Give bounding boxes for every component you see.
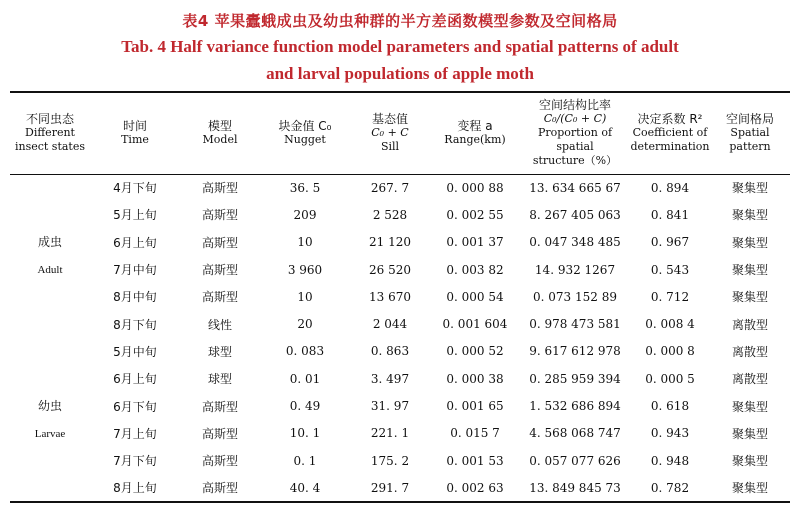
header-sill: 基态值 C₀ + C Sill xyxy=(371,112,409,153)
model-cell: 高斯型 xyxy=(201,426,238,441)
range-cell: 0. 003 82 xyxy=(446,262,504,277)
table-row xyxy=(10,447,790,474)
pattern-cell: 离散型 xyxy=(731,344,768,359)
pattern-cell: 聚集型 xyxy=(731,481,768,496)
time-cell: 5月中旬 xyxy=(113,344,157,359)
pattern-cell: 聚集型 xyxy=(731,235,768,250)
table-row xyxy=(10,229,790,256)
table-row xyxy=(10,420,790,447)
header-spatial-pattern: 空间格局 Spatial pattern xyxy=(725,112,774,153)
ratio-cell: 1. 532 686 894 xyxy=(529,399,621,414)
range-cell: 0. 000 52 xyxy=(446,344,504,359)
r2-cell: 0. 712 xyxy=(650,289,690,304)
r2-cell: 0. 894 xyxy=(650,180,690,195)
ratio-cell: 0. 057 077 626 xyxy=(529,453,621,468)
ratio-cell: 4. 568 068 747 xyxy=(529,426,621,441)
ratio-cell: 0. 285 959 394 xyxy=(529,371,621,386)
header-range: 变程 a Range(km) xyxy=(444,119,506,146)
model-cell: 高斯型 xyxy=(201,235,238,250)
sill-cell: 175. 2 xyxy=(370,453,410,468)
time-cell: 7月下旬 xyxy=(113,454,157,469)
r2-cell: 0. 618 xyxy=(650,399,690,414)
sill-cell: 291. 7 xyxy=(370,480,410,495)
table-row xyxy=(10,392,790,419)
range-cell: 0. 001 604 xyxy=(442,317,508,332)
table-title-cn: 表4 苹果蠹蛾成虫及幼虫种群的半方差函数模型参数及空间格局 xyxy=(182,12,618,30)
r2-cell: 0. 000 8 xyxy=(645,344,695,359)
table-title-en-line1: Tab. 4 Half variance function model parameters and spatial patterns of adult xyxy=(121,37,679,56)
r2-cell: 0. 948 xyxy=(650,453,690,468)
ratio-cell: 13. 634 665 67 xyxy=(529,180,621,195)
range-cell: 0. 000 88 xyxy=(446,180,504,195)
ratio-cell: 14. 932 1267 xyxy=(534,262,616,277)
pattern-cell: 聚集型 xyxy=(731,181,768,196)
time-cell: 8月上旬 xyxy=(113,481,157,496)
ratio-cell: 13. 849 845 73 xyxy=(529,480,621,495)
model-cell: 球型 xyxy=(207,372,232,387)
nugget-cell: 0. 01 xyxy=(289,371,321,386)
pattern-cell: 离散型 xyxy=(731,372,768,387)
time-cell: 6月下旬 xyxy=(113,399,157,414)
range-cell: 0. 002 55 xyxy=(446,207,504,222)
nugget-cell: 36. 5 xyxy=(289,180,321,195)
nugget-cell: 10 xyxy=(297,235,313,250)
sill-cell: 26 520 xyxy=(369,262,411,277)
nugget-cell: 0. 083 xyxy=(285,344,325,359)
pattern-cell: 聚集型 xyxy=(731,208,768,223)
ratio-cell: 0. 073 152 89 xyxy=(533,289,617,304)
sill-cell: 267. 7 xyxy=(370,180,410,195)
ratio-cell: 9. 617 612 978 xyxy=(529,344,621,359)
time-cell: 6月上旬 xyxy=(113,372,157,387)
model-cell: 高斯型 xyxy=(201,181,238,196)
range-cell: 0. 000 38 xyxy=(446,371,504,386)
nugget-cell: 209 xyxy=(293,207,317,222)
r2-cell: 0. 943 xyxy=(650,426,690,441)
time-cell: 8月下旬 xyxy=(113,317,157,332)
time-cell: 8月中旬 xyxy=(113,290,157,305)
header-r2: 决定系数 R² Coefficient of determination xyxy=(630,112,710,153)
table-row xyxy=(10,338,790,365)
nugget-cell: 3 960 xyxy=(287,262,323,277)
range-cell: 0. 001 37 xyxy=(446,235,504,250)
pattern-cell: 聚集型 xyxy=(731,399,768,414)
pattern-cell: 聚集型 xyxy=(731,290,768,305)
model-cell: 高斯型 xyxy=(201,399,238,414)
table-row xyxy=(10,474,790,501)
range-cell: 0. 015 7 xyxy=(450,426,500,441)
r2-cell: 0. 782 xyxy=(650,480,690,495)
sill-cell: 13 670 xyxy=(369,289,411,304)
nugget-cell: 40. 4 xyxy=(289,480,321,495)
r2-cell: 0. 000 5 xyxy=(645,371,695,386)
range-cell: 0. 001 65 xyxy=(446,399,504,414)
ratio-cell: 8. 267 405 063 xyxy=(529,207,621,222)
ratio-cell: 0. 978 473 581 xyxy=(529,317,621,332)
table-row xyxy=(10,201,790,228)
table-row xyxy=(10,256,790,283)
model-cell: 高斯型 xyxy=(201,290,238,305)
table-row xyxy=(10,311,790,338)
sill-cell: 221. 1 xyxy=(370,426,410,441)
table-row xyxy=(10,174,790,201)
model-cell: 高斯型 xyxy=(201,481,238,496)
group-label-adult: 成虫 Adult xyxy=(37,235,63,276)
pattern-cell: 聚集型 xyxy=(731,454,768,469)
header-model: 模型 Model xyxy=(202,119,238,146)
group-label-larvae: 幼虫 Larvae xyxy=(34,399,66,440)
pattern-cell: 聚集型 xyxy=(731,263,768,278)
nugget-cell: 0. 49 xyxy=(289,399,321,414)
r2-cell: 0. 967 xyxy=(650,235,690,250)
model-cell: 球型 xyxy=(207,344,232,359)
r2-cell: 0. 008 4 xyxy=(645,317,695,332)
nugget-cell: 0. 1 xyxy=(293,453,317,468)
sill-cell: 0. 863 xyxy=(370,344,410,359)
range-cell: 0. 000 54 xyxy=(446,289,504,304)
sill-cell: 21 120 xyxy=(369,235,411,250)
nugget-cell: 20 xyxy=(297,317,313,332)
table-title-en-line2: and larval populations of apple moth xyxy=(266,64,534,83)
sill-cell: 2 044 xyxy=(372,317,408,332)
sill-cell: 3. 497 xyxy=(370,371,410,386)
time-cell: 7月中旬 xyxy=(113,263,157,278)
model-cell: 线性 xyxy=(207,317,232,332)
header-spatial-ratio: 空间结构比率 C₀/(C₀ + C) Proportion of spatial structure（%） xyxy=(532,98,618,167)
sill-cell: 31. 97 xyxy=(370,399,410,414)
range-cell: 0. 002 63 xyxy=(446,480,504,495)
time-cell: 6月上旬 xyxy=(113,235,157,250)
model-cell: 高斯型 xyxy=(201,454,238,469)
time-cell: 4月下旬 xyxy=(113,181,157,196)
model-cell: 高斯型 xyxy=(201,263,238,278)
range-cell: 0. 001 53 xyxy=(446,453,504,468)
header-time: 时间 Time xyxy=(121,119,149,146)
model-cell: 高斯型 xyxy=(201,208,238,223)
time-cell: 5月上旬 xyxy=(113,208,157,223)
nugget-cell: 10 xyxy=(297,289,313,304)
table-row xyxy=(10,283,790,310)
table-top-rule xyxy=(10,91,790,93)
time-cell: 7月上旬 xyxy=(113,426,157,441)
ratio-cell: 0. 047 348 485 xyxy=(529,235,621,250)
r2-cell: 0. 841 xyxy=(650,207,690,222)
r2-cell: 0. 543 xyxy=(650,262,690,277)
pattern-cell: 离散型 xyxy=(731,317,768,332)
header-nugget: 块金值 C₀ Nugget xyxy=(278,119,332,146)
pattern-cell: 聚集型 xyxy=(731,426,768,441)
table-row xyxy=(10,365,790,392)
header-insect-state: 不同虫态 Different insect states xyxy=(14,112,86,153)
nugget-cell: 10. 1 xyxy=(289,426,321,441)
sill-cell: 2 528 xyxy=(372,207,408,222)
